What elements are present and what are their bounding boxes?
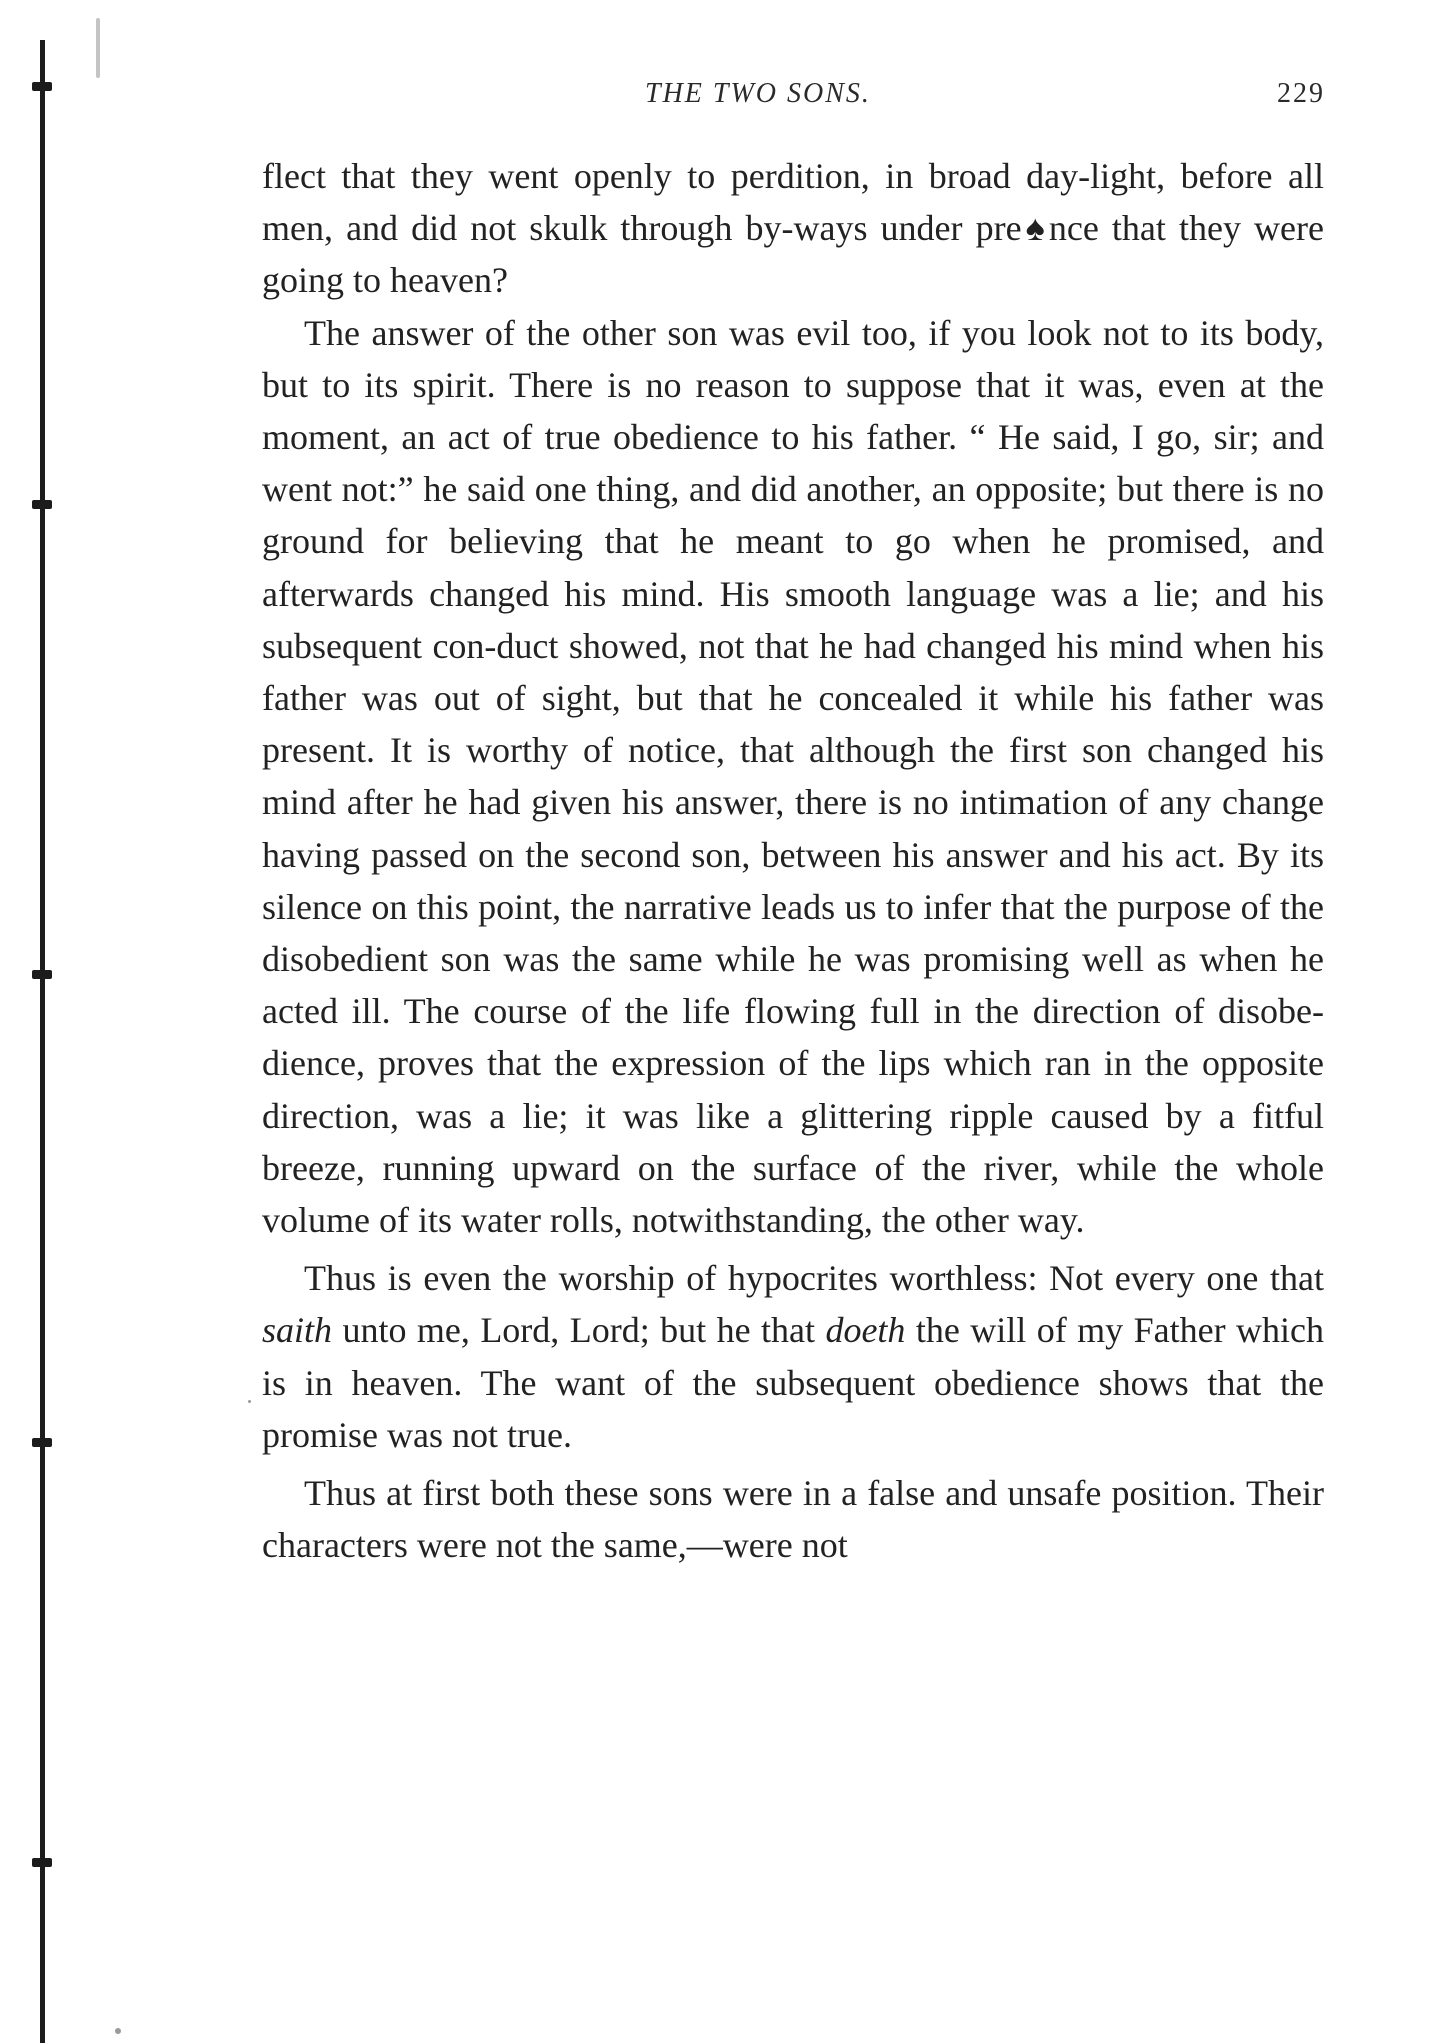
margin-speck [115,2028,121,2034]
margin-speck [96,18,100,78]
body-text [262,150,1324,1571]
page-number: 229 [1277,78,1325,109]
paragraph-text: unto me, Lord, Lord; but he that [332,1310,826,1351]
binding-tick [32,82,52,91]
paragraph [262,1252,1324,1461]
margin-speck [248,1400,251,1403]
running-title: THE TWO SONS. [645,78,871,109]
binding-rule [40,40,45,2043]
italic-word: doeth [825,1310,906,1351]
paragraph-text: Thus is even the worship of hypocrites worthless: Not every one that [304,1258,1324,1299]
paragraph-continued: flect that they went openly to perdition, in broad day-light, before all men, and did not skulk through by-ways under pre♠nce that they were going to heaven? [262,156,1324,301]
paragraph-text: the will of my Father which is in heaven. The want of the subsequent obedience shows that the promise was not true. [262,1310,1325,1455]
binding-tick [32,970,52,979]
binding-tick [32,1438,52,1447]
paragraph: The answer of the other son was evil too, if you look not to its body, but to its spirit. There is no reason to suppose that it was, even at the moment, an act of true obedience to his father. “ He said, I go, sir; and went not:” he said one thing, and did another, an opposite; but there is no ground for believing that he meant to go when he promised, and afterwards changed his mind. His smooth language was a lie; and his subsequent con-duct showed, not that he had changed his mind when his father was out of sight, but that he concealed it while his father was present. It is worthy of notice, that although the first son changed his mind after he had given his answer, there is no intimation of any change having passed on the second son, between his answer and his act. By its silence on this point, the narrative leads us to infer that the purpose of the disobedient son was the same while he was promising well as when he acted ill. The course of the life flowing full in the direction of disobe-dience, proves that the expression of the lips which ran in the opposite direction, was a lie; it was like a glittering ripple caused by a fitful breeze, running upward on the surface of the river, while the whole volume of its water rolls, notwithstanding, the other way. [262,312,1324,1241]
page-header [265,78,1325,118]
paragraph: Thus at first both these sons were in a false and unsafe position. Their characters were not the same,—were not [262,1473,1324,1566]
binding-tick [32,1858,52,1867]
binding-tick [32,500,52,509]
italic-word: saith [262,1310,333,1351]
